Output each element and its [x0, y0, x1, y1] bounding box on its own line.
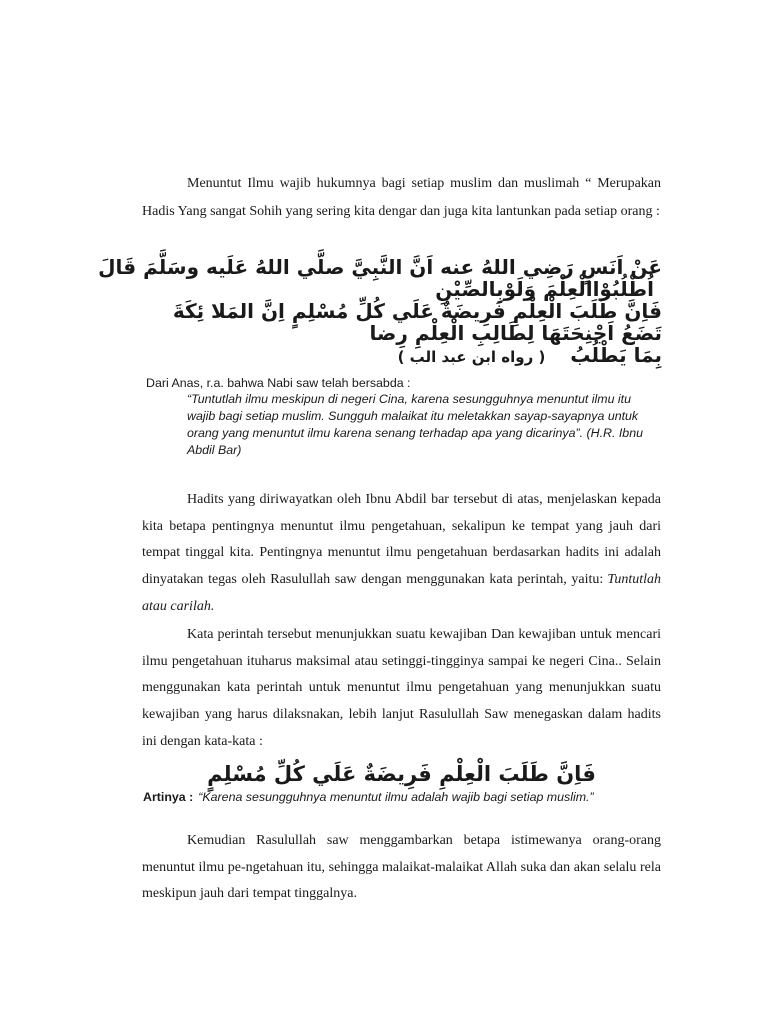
- hadith-arabic-line-1: عَنْ اَنَسٍ رَضِي اللهُ عنه اَنَّ النَّبِيَّ صلَّي اللهُ عَلَيه وسَلَّمَ قَالَ: [98, 255, 662, 279]
- artinya-text: “Karena sesungguhnya menuntut ilmu adalah wajib bagi setiap muslim.”: [198, 790, 594, 804]
- hadith-short-meaning: [143, 790, 594, 804]
- intro-paragraph: Menuntut Ilmu wajib hukumnya bagi setiap muslim dan muslimah “ Merupakan Hadis Yang sangat Sohih yang sering kita dengar dan juga kita lantunkan pada setiap orang :: [142, 176, 661, 219]
- paragraph-1-emphasis: Tuntutlah atau carilah.: [142, 572, 661, 614]
- paragraph-1-text: Hadits yang diriwayatkan oleh Ibnu Abdil bar tersebut di atas, menjelaskan kepada kita betapa pentingnya menuntut ilmu pengetahuan, sekalipun ke tempat yang jauh dari tempat tinggal kita. Pentingnya menuntut ilmu pengetahuan berdasarkan hadits ini adalah dinyatakan tegas oleh Rasulullah saw dengan menggunakan kata perintah, yaitu:: [142, 492, 661, 588]
- hadith-source: ( رواه ابن عبد الب ): [397, 348, 546, 366]
- hadith-arabic-line-3: فَاِنَّ طَلَبَ الْعِلْمِ فَرِيضَةٌ عَلَي كُلِّ مُسْلِمٍ اِنَّ المَلا ئِكَةَ: [172, 299, 662, 323]
- paragraph-1: [142, 487, 661, 621]
- translation-quote: “Tuntutlah ilmu meskipun di negeri Cina, karena sesungguhnya menuntut ilmu itu wajib bagi setiap muslim. Sungguh malaikat itu meletakkan sayap-sayapnya untuk orang yang menuntut ilmu karena senang terhadap apa yang dicarinya”. (H.R. Ibnu Abdil Bar): [187, 392, 643, 457]
- hadith-arabic-line-5: [150, 344, 662, 368]
- artinya-label: Artinya :: [143, 790, 194, 804]
- paragraph-3: Kemudian Rasulullah saw menggambarkan betapa istimewanya orang-orang menuntut ilmu pe-ngetahuan itu, sehingga malaikat-malaikat Allah suka dan akan selalu rela meskipun jauh dari tempat tinggalnya.: [142, 833, 661, 902]
- paragraph-2: Kata perintah tersebut menunjukkan suatu kewajiban Dan kewajiban untuk mencari ilmu pengetahuan ituharus maksimal atau setinggi-tingginya sampai ke negeri Cina.. Selain menggunakan kata perintah untuk menuntut ilmu pengetahuan yang menunjukkan suatu kewajiban yang harus dilaksnakan, lebih lanjut Rasulullah Saw menegaskan dalam hadits ini dengan kata-kata :: [142, 627, 661, 749]
- hadith-arabic-block: [98, 255, 662, 368]
- hadith-arabic-line-5-text: بِمَا يَطْلُبُ: [570, 343, 662, 367]
- hadith-arabic-line-2: اُطْلُبُوْاالْعِلْمَ وَلَوْبِالصِّيْنِ: [435, 277, 654, 301]
- translation-lead: Dari Anas, r.a. bahwa Nabi saw telah bersabda :: [146, 376, 411, 390]
- hadith-arabic-line-4: تَضَعُ اَجْنِحَتَهَا لِطَالِبِ الْعِلْمِ رِضا: [369, 321, 662, 345]
- hadith-short-arabic: فَاِنَّ طَلَبَ الْعِلْمِ فَرِيضَةٌ عَلَي كُلِّ مُسْلِمٍ: [207, 762, 596, 786]
